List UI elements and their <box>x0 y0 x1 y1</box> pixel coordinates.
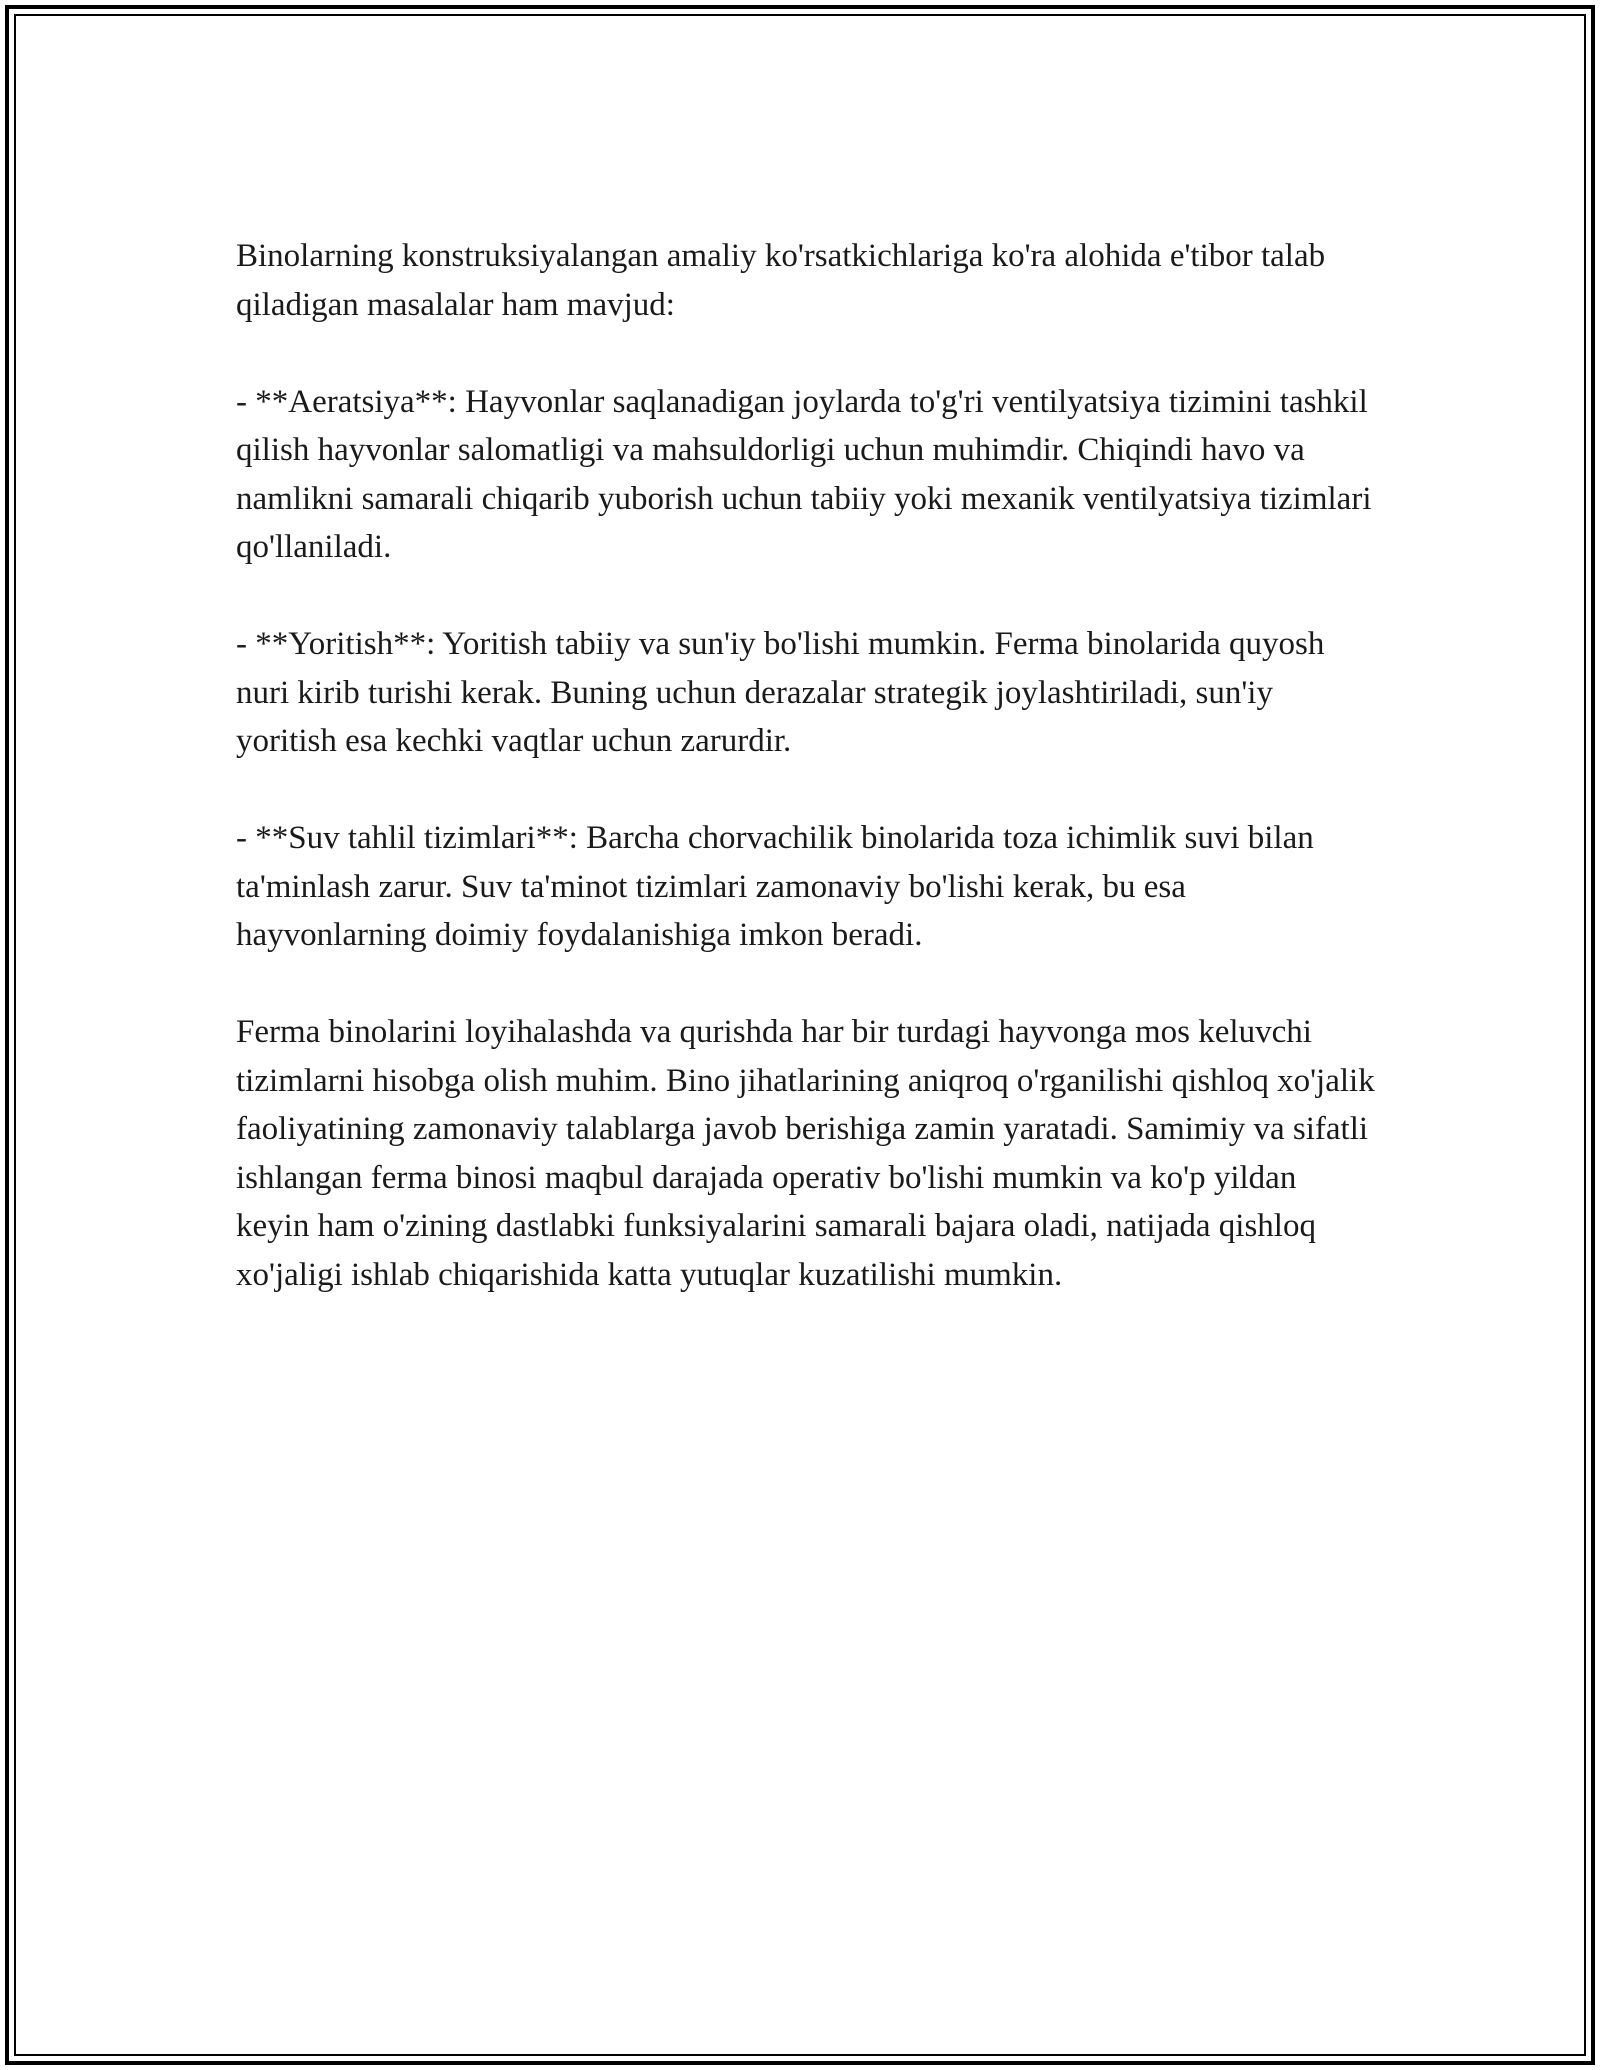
aeratsiya-paragraph: - **Aeratsiya**: Hayvonlar saqlanadigan joylarda to'g'ri ventilyatsiya tizimini tashkil qilish hayvonlar salomatligi va mahsuldorligi uchun muhimdir. Chiqindi havo va namlikni samarali chiqarib yuborish uchun tabiiy yoki mexanik ventilyatsiya tizimlari qo'llaniladi. <box>236 383 1372 565</box>
intro-paragraph: Binolarning konstruksiyalangan amaliy ko'rsatkichlariga ko'ra alohida e'tibor talab qiladigan masalalar ham mavjud: <box>236 238 1326 323</box>
yoritish-paragraph: - **Yoritish**: Yoritish tabiiy va sun'iy bo'lishi mumkin. Ferma binolarida quyosh nuri kirib turishi kerak. Buning uchun derazalar strategik joylashtiriladi, sun'iy yoritish esa kechki vaqtlar uchun zarurdir. <box>236 626 1325 759</box>
suv-tizimlari-paragraph: - **Suv tahlil tizimlari**: Barcha chorvachilik binolarida toza ichimlik suvi bilan ta'minlash zarur. Suv ta'minot tizimlari zamonaviy bo'lishi kerak, bu esa hayvonlarning doimiy foydalanishiga imkon beradi. <box>236 820 1314 953</box>
document-body <box>236 232 1376 1299</box>
conclusion-paragraph: Ferma binolarini loyihalashda va qurishda har bir turdagi hayvonga mos keluvchi tizimlarni hisobga olish muhim. Bino jihatlarining aniqroq o'rganilishi qishloq xo'jalik faoliyatining zamonaviy talablarga javob berishiga zamin yaratadi. Samimiy va sifatli ishlangan ferma binosi maqbul darajada operativ bo'lishi mumkin va ko'p yildan keyin ham o'zining dastlabki funksiyalarini samarali bajara oladi, natijada qishloq xo'jaligi ishlab chiqarishida katta yutuqlar kuzatilishi mumkin. <box>236 1014 1375 1293</box>
